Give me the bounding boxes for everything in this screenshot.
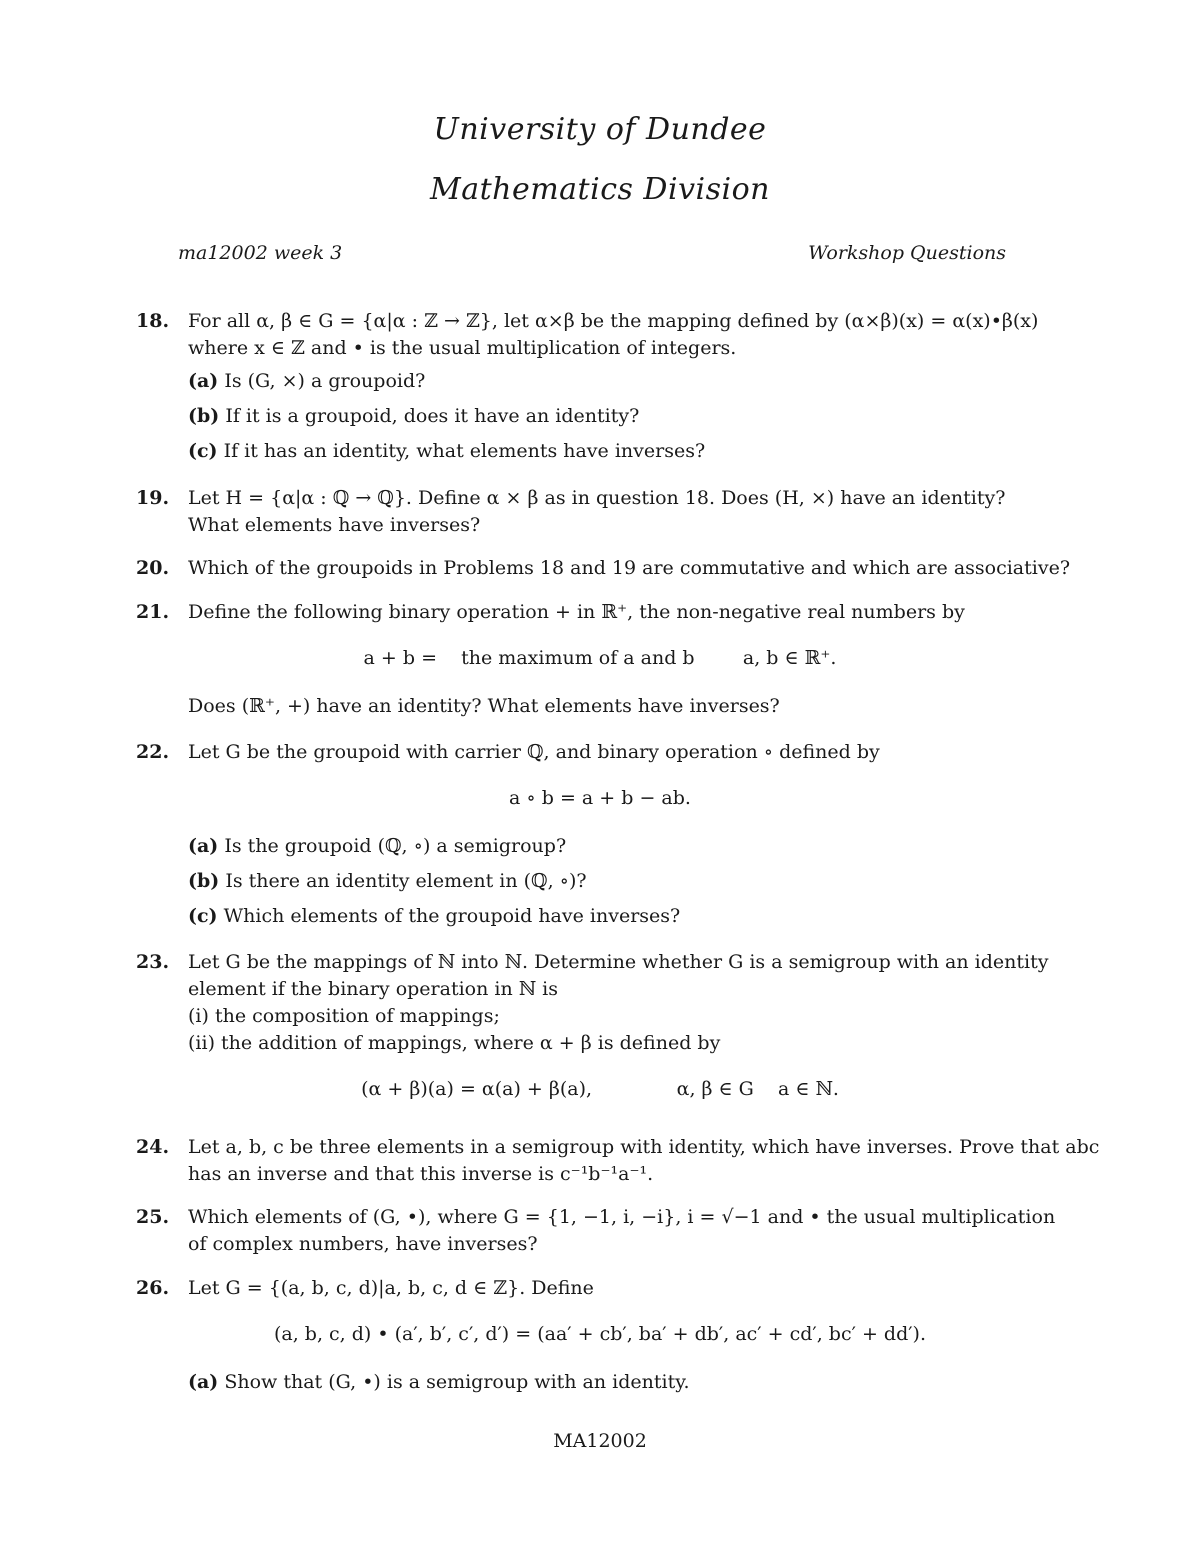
question-part <box>188 835 566 857</box>
question-text-line: Let G be the mappings of ℕ into ℕ. Determine whether G is a semigroup with an identity <box>188 951 1049 973</box>
question-number: 19. <box>136 487 170 509</box>
page-footer: MA12002 <box>553 1430 647 1452</box>
question-text-line: For all α, β ∈ G = {α|α : ℤ → ℤ}, let α×β be the mapping defined by (α×β)(x) = α(x)•β(x) <box>188 310 1039 332</box>
display-equation: (α + β)(a) = α(a) + β(a), α, β ∈ G a ∈ ℕ. <box>361 1078 839 1100</box>
question-text-line: Which elements of (G, •), where G = {1, −1, i, −i}, i = √−1 and • the usual multiplication <box>188 1206 1056 1228</box>
question-text-line: Let G = {(a, b, c, d)|a, b, c, d ∈ ℤ}. Define <box>188 1277 594 1299</box>
question-number: 24. <box>136 1136 170 1158</box>
course-week-label: ma12002 week 3 <box>178 242 343 264</box>
question-text-line: element if the binary operation in ℕ is <box>188 978 558 1000</box>
display-equation: a + b = the maximum of a and b a, b ∈ ℝ⁺. <box>363 647 837 669</box>
institution-title: University of Dundee <box>433 112 767 147</box>
question-part <box>188 870 587 892</box>
question-text-line: What elements have inverses? <box>188 514 481 536</box>
question-text-line: Let G be the groupoid with carrier ℚ, and binary operation ∘ defined by <box>188 741 880 763</box>
part-label: (a) <box>188 835 219 857</box>
part-text: Show that (G, •) is a semigroup with an identity. <box>224 1371 690 1393</box>
question-text-line: where x ∈ ℤ and • is the usual multiplication of integers. <box>188 337 737 359</box>
part-label: (a) <box>188 1371 219 1393</box>
division-title: Mathematics Division <box>429 172 770 207</box>
question-text-line: Define the following binary operation + in ℝ⁺, the non-negative real numbers by <box>188 601 965 623</box>
question-number: 18. <box>136 310 170 332</box>
question-part <box>188 440 705 462</box>
question-part <box>188 905 680 927</box>
part-text: If it has an identity, what elements have inverses? <box>223 440 706 462</box>
part-text: Which elements of the groupoid have inverses? <box>223 905 681 927</box>
part-label: (c) <box>188 905 218 927</box>
question-text-line: Which of the groupoids in Problems 18 and 19 are commutative and which are associative? <box>188 557 1071 579</box>
part-text: If it is a groupoid, does it have an identity? <box>225 405 640 427</box>
part-text: Is the groupoid (ℚ, ∘) a semigroup? <box>224 835 567 857</box>
part-label: (b) <box>188 405 220 427</box>
display-equation: (a, b, c, d) • (a′, b′, c′, d′) = (aa′ + cb′, ba′ + db′, ac′ + cd′, bc′ + dd′). <box>273 1323 927 1345</box>
display-equation: a ∘ b = a + b − ab. <box>509 787 691 809</box>
question-number: 26. <box>136 1277 170 1299</box>
question-number: 21. <box>136 601 170 623</box>
question-text-line: has an inverse and that this inverse is c⁻¹b⁻¹a⁻¹. <box>188 1163 654 1185</box>
part-text: Is (G, ×) a groupoid? <box>224 370 426 392</box>
question-text-line: Let a, b, c be three elements in a semigroup with identity, which have inverses. Prove that abc <box>188 1136 1100 1158</box>
question-part <box>188 405 639 427</box>
question-part <box>188 370 425 392</box>
question-text-line: of complex numbers, have inverses? <box>188 1233 538 1255</box>
question-number: 23. <box>136 951 170 973</box>
question-number: 20. <box>136 557 170 579</box>
question-text-line: (ii) the addition of mappings, where α + β is defined by <box>188 1032 721 1054</box>
question-number: 25. <box>136 1206 170 1228</box>
part-label: (a) <box>188 370 219 392</box>
question-text-line: Let H = {α|α : ℚ → ℚ}. Define α × β as in question 18. Does (H, ×) have an identity? <box>188 487 1006 509</box>
question-part <box>188 1371 689 1393</box>
question-text-line: (i) the composition of mappings; <box>188 1005 500 1027</box>
sheet-type-label: Workshop Questions <box>808 242 1006 264</box>
part-label: (b) <box>188 870 220 892</box>
question-followup: Does (ℝ⁺, +) have an identity? What elements have inverses? <box>188 695 780 717</box>
part-label: (c) <box>188 440 218 462</box>
part-text: Is there an identity element in (ℚ, ∘)? <box>225 870 587 892</box>
question-number: 22. <box>136 741 170 763</box>
